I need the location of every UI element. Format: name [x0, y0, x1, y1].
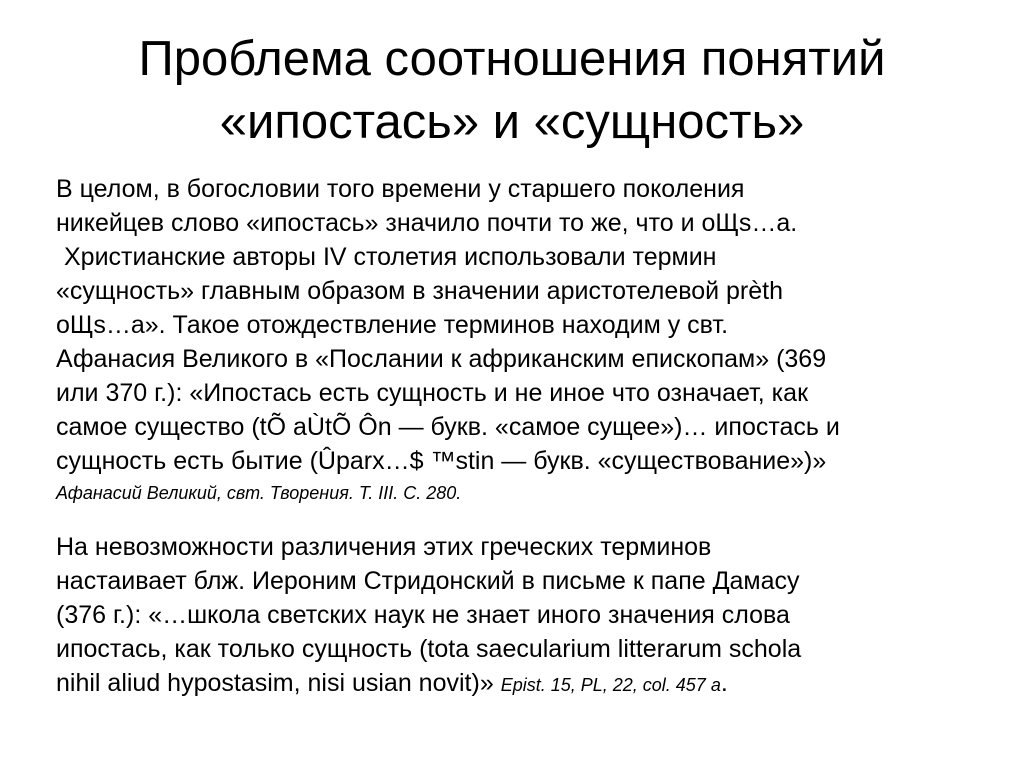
paragraph-athanasius — [56, 172, 986, 508]
paragraph-line: настаивает блж. Иероним Стридонский в письме к папе Дамасу — [56, 567, 800, 595]
paragraph-line: самое существо (tÕ aÙtÕ Ôn — букв. «самое сущее»)… ипостась и — [56, 413, 840, 441]
citation-jerome: Epist. 15, PL, 22, col. 457 a — [500, 675, 721, 695]
paragraph-jerome — [56, 530, 986, 702]
slide-body — [56, 172, 986, 702]
paragraph-spacer — [56, 508, 986, 530]
paragraph-line: В целом, в богословии того времени у старшего поколения — [56, 175, 745, 203]
paragraph-line: Афанасия Великого в «Послании к африканским епископам» (369 — [56, 345, 827, 373]
paragraph-line: или 370 г.): «Ипостась есть сущность и не иное что означает, как — [56, 379, 809, 407]
paragraph-line: оЩs…a». Такое отождествление терминов находим у свт. — [56, 311, 729, 339]
paragraph-line-text: nihil aliud hypostasim, nisi usian novit)» — [56, 669, 494, 697]
paragraph-line: никейцев слово «ипостась» значило почти то же, что и оЩs…a. — [56, 209, 798, 237]
slide-title-line-1: Проблема соотношения понятий — [138, 32, 886, 86]
paragraph-line: «сущность» главным образом в значении аристотелевой prèth — [56, 277, 784, 305]
paragraph-line: Христианские авторы IV столетия использовали термин — [64, 243, 717, 271]
paragraph-line: ипостась, как только сущность (tota saecularium litterarum schola — [56, 635, 802, 663]
citation-athanasius: Афанасий Великий, свт. Творения. Т. III. С. 280. — [56, 483, 462, 503]
slide-title — [40, 28, 984, 154]
paragraph-last-line — [56, 666, 986, 702]
paragraph-line: На невозможности различения этих греческих терминов — [56, 533, 712, 561]
slide-title-line-2: «ипостась» и «сущность» — [219, 95, 805, 149]
paragraph-line: (376 г.): «…школа светских наук не знает иного значения слова — [56, 601, 790, 629]
citation-jerome-end: . — [720, 669, 728, 697]
paragraph-line: сущность есть бытие (Ûparx…$ ™stin — букв. «существование»)» — [56, 447, 827, 475]
